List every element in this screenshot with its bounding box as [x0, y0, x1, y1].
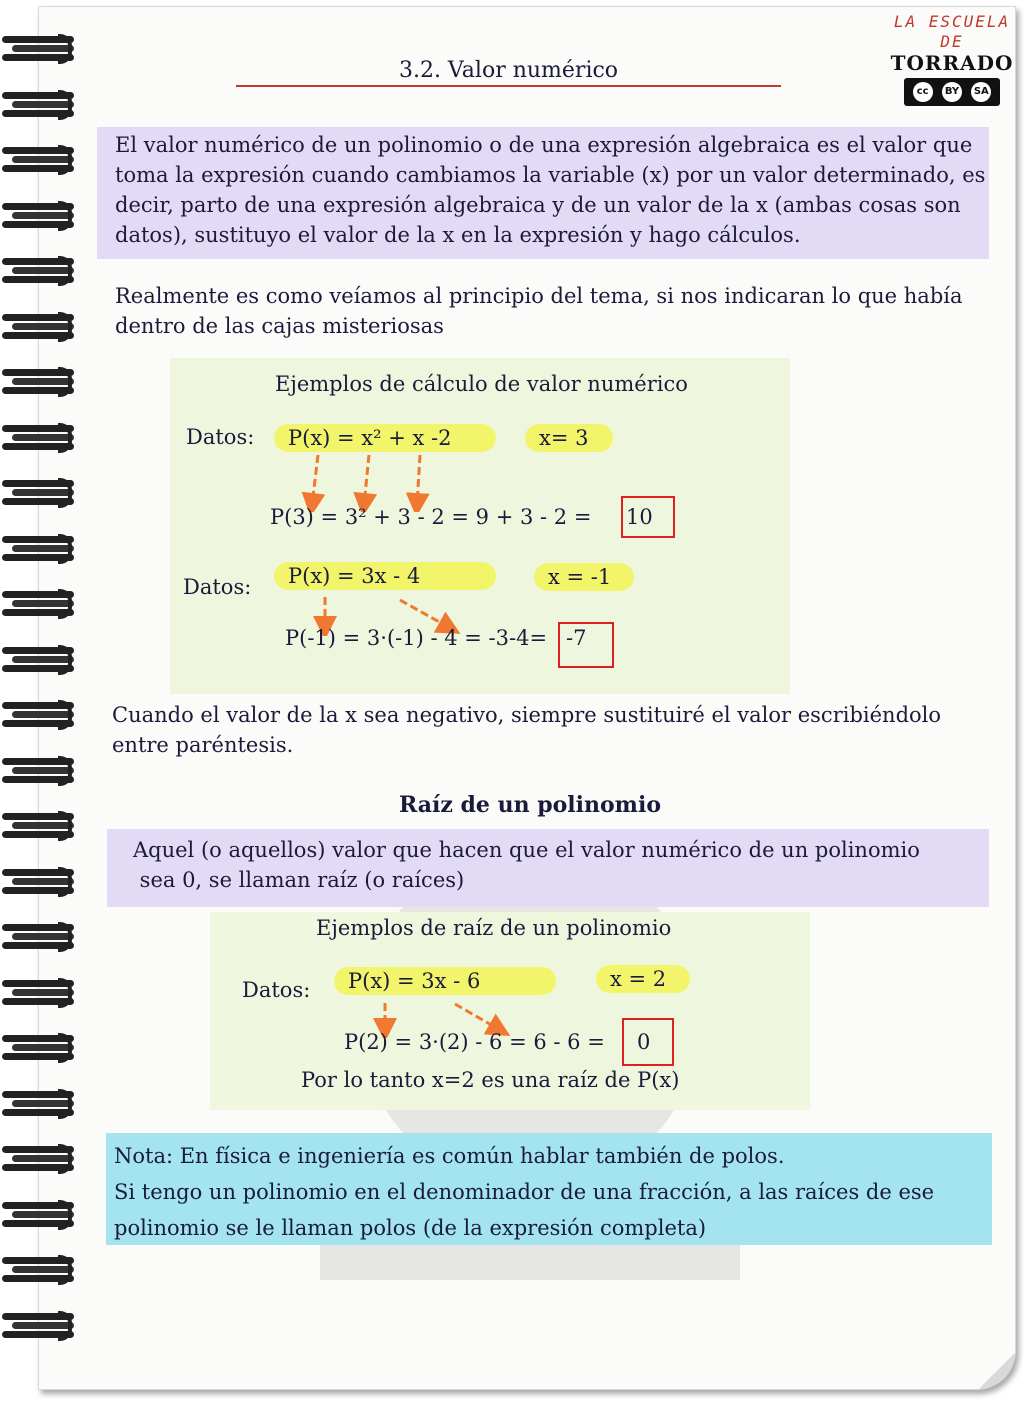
- ex1-calculation: P(3) = 3² + 3 - 2 = 9 + 3 - 2 =: [270, 505, 592, 529]
- definition-box: [97, 127, 989, 259]
- root-polynomial: P(x) = 3x - 6: [334, 967, 556, 995]
- spiral-ring: [2, 591, 74, 617]
- ex1-x-value: x= 3: [525, 424, 613, 452]
- root-x-value: x = 2: [596, 965, 690, 993]
- school-logo: [890, 12, 1014, 106]
- note-line: Nota: En física e ingeniería es común hablar también de polos.: [114, 1144, 785, 1168]
- root-definition-line: sea 0, se llaman raíz (o raíces): [133, 868, 465, 892]
- intro-line: Realmente es como veíamos al principio del tema, si nos indicaran lo que había: [115, 284, 963, 308]
- ex2-datos-label: Datos:: [183, 575, 252, 599]
- root-calculation: P(2) = 3·(2) - 6 = 6 - 6 =: [344, 1030, 605, 1054]
- spiral-ring: [2, 425, 74, 451]
- spiral-ring: [2, 536, 74, 562]
- logo-line2: DE: [940, 32, 964, 51]
- ex2-result: -7: [566, 626, 587, 650]
- spiral-ring: [2, 1035, 74, 1061]
- root-result: 0: [637, 1030, 651, 1054]
- spiral-ring: [2, 1257, 74, 1283]
- ex1-datos-label: Datos:: [186, 425, 255, 449]
- ex1-result: 10: [626, 505, 653, 529]
- definition-line: datos), sustituyo el valor de la x en la expresión y hago cálculos.: [115, 223, 801, 247]
- spiral-ring: [2, 36, 74, 62]
- root-definition-box: [107, 829, 989, 907]
- spiral-ring: [2, 924, 74, 950]
- logo-line1: LA ESCUELA: [893, 12, 1011, 31]
- spiral-ring: [2, 869, 74, 895]
- definition-line: El valor numérico de un polinomio o de una expresión algebraica es el valor que: [115, 133, 973, 157]
- negative-note: [112, 700, 992, 760]
- definition-line: decir, parto de una expresión algebraica y de un valor de la x (ambas cosas son: [115, 193, 961, 217]
- spiral-ring: [2, 147, 74, 173]
- cc-license-badge: [904, 78, 1000, 106]
- spiral-ring: [2, 1146, 74, 1172]
- spiral-ring: [2, 92, 74, 118]
- ex2-calculation: P(-1) = 3·(-1) - 4 = -3-4=: [285, 626, 548, 650]
- ex2-result-box: [558, 622, 614, 668]
- spiral-ring: [2, 980, 74, 1006]
- by-icon: BY: [942, 82, 962, 102]
- intro-text: [115, 281, 995, 341]
- spiral-ring: [2, 1313, 74, 1339]
- spiral-ring: [2, 203, 74, 229]
- root-conclusion: Por lo tanto x=2 es una raíz de P(x): [301, 1068, 680, 1092]
- ex2-x-value: x = -1: [534, 563, 634, 591]
- note-line: Si tengo un polinomio en el denominador de una fracción, a las raíces de ese: [114, 1180, 935, 1204]
- logo-line3: TORRADO: [890, 51, 1014, 75]
- spiral-ring: [2, 369, 74, 395]
- spiral-ring: [2, 258, 74, 284]
- spiral-ring: [2, 758, 74, 784]
- page-title: 3.2. Valor numérico: [236, 58, 781, 87]
- root-datos-label: Datos:: [242, 978, 311, 1002]
- spiral-ring: [2, 702, 74, 728]
- spiral-ring: [2, 1091, 74, 1117]
- root-heading: Raíz de un polinomio: [399, 792, 661, 818]
- spiral-ring: [2, 314, 74, 340]
- definition-line: toma la expresión cuando cambiamos la variable (x) por un valor determinado, es: [115, 163, 986, 187]
- ex2-polynomial: P(x) = 3x - 4: [274, 562, 496, 590]
- spiral-ring: [2, 480, 74, 506]
- spiral-ring: [2, 647, 74, 673]
- negative-note-line: entre paréntesis.: [112, 733, 294, 757]
- negative-note-line: Cuando el valor de la x sea negativo, siempre sustituiré el valor escribiéndolo: [112, 703, 942, 727]
- note-line: polinomio se le llaman polos (de la expresión completa): [114, 1216, 707, 1240]
- note-box: [106, 1133, 992, 1245]
- ex1-result-box: [621, 496, 675, 538]
- page-curl: [979, 1353, 1015, 1389]
- ex1-polynomial: P(x) = x² + x -2: [274, 424, 496, 452]
- examples-title: Ejemplos de cálculo de valor numérico: [275, 372, 688, 396]
- cc-icon: cc: [913, 82, 933, 102]
- root-definition-line: Aquel (o aquellos) valor que hacen que el valor numérico de un polinomio: [133, 838, 920, 862]
- intro-line: dentro de las cajas misteriosas: [115, 314, 444, 338]
- root-result-box: [622, 1018, 674, 1066]
- spiral-ring: [2, 1202, 74, 1228]
- sa-icon: SA: [971, 82, 991, 102]
- root-examples-title: Ejemplos de raíz de un polinomio: [316, 916, 672, 940]
